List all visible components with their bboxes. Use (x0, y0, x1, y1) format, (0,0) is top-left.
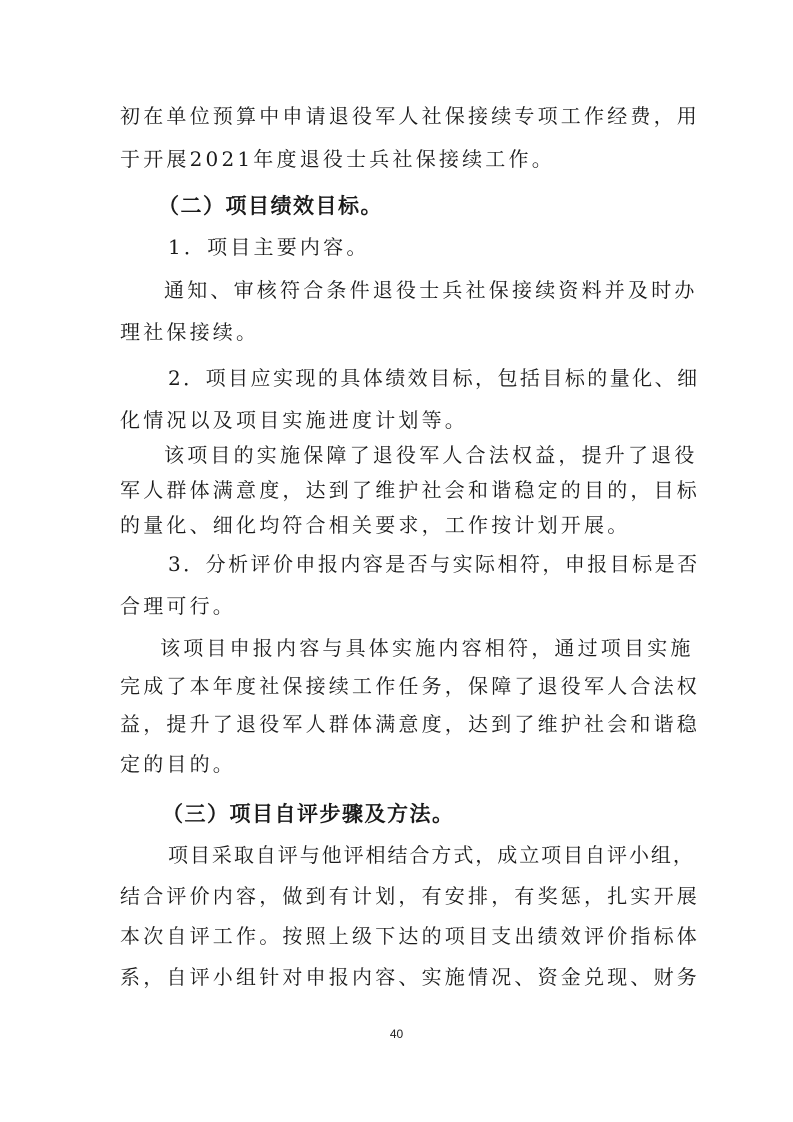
text-line: 本次自评工作。按照上级下达的项目支出绩效评价指标体 (120, 924, 700, 948)
text-line: 结合评价内容，做到有计划，有安排，有奖惩，扎实开展 (120, 884, 700, 908)
text-line: 1．项目主要内容。 (168, 235, 370, 259)
text-line: 合理可行。 (120, 594, 236, 618)
text-line: 通知、审核符合条件退役士兵社保接续资料并及时办 (164, 278, 698, 302)
text-line: 该项目的实施保障了退役军人合法权益，提升了退役 (164, 443, 698, 467)
text-line: 完成了本年度社保接续工作任务，保障了退役军人合法权 (120, 674, 700, 698)
text-line: 益，提升了退役军人群体满意度，达到了维护社会和谐稳 (120, 712, 700, 736)
text-line: 军人群体满意度，达到了维护社会和谐稳定的目的，目标 (120, 478, 700, 502)
text-line: 的量化、细化均符合相关要求，工作按计划开展。 (120, 513, 631, 537)
text-line: 定的目的。 (120, 752, 236, 776)
text-line: 3．分析评价申报内容是否与实际相符，申报目标是否 (168, 552, 700, 576)
text-line: 系，自评小组针对申报内容、实施情况、资金兑现、财务 (120, 965, 700, 989)
text-line: 化情况以及项目实施进度计划等。 (120, 408, 468, 432)
text-line: 理社保接续。 (120, 320, 260, 344)
section-heading: （三）项目自评步骤及方法。 (162, 802, 455, 826)
text-line: 2．项目应实现的具体绩效目标，包括目标的量化、细 (168, 366, 700, 390)
page-number: 40 (389, 1027, 404, 1041)
text-line: 初在单位预算中申请退役军人社保接续专项工作经费，用 (120, 104, 700, 128)
text-line: 该项目申报内容与具体实施内容相符，通过项目实施 (160, 636, 694, 660)
text-line: 于开展2021年度退役士兵社保接续工作。 (120, 147, 555, 171)
text-line: 项目采取自评与他评相结合方式，成立项目自评小组， (168, 843, 695, 867)
section-heading: （二）项目绩效目标。 (158, 194, 383, 218)
